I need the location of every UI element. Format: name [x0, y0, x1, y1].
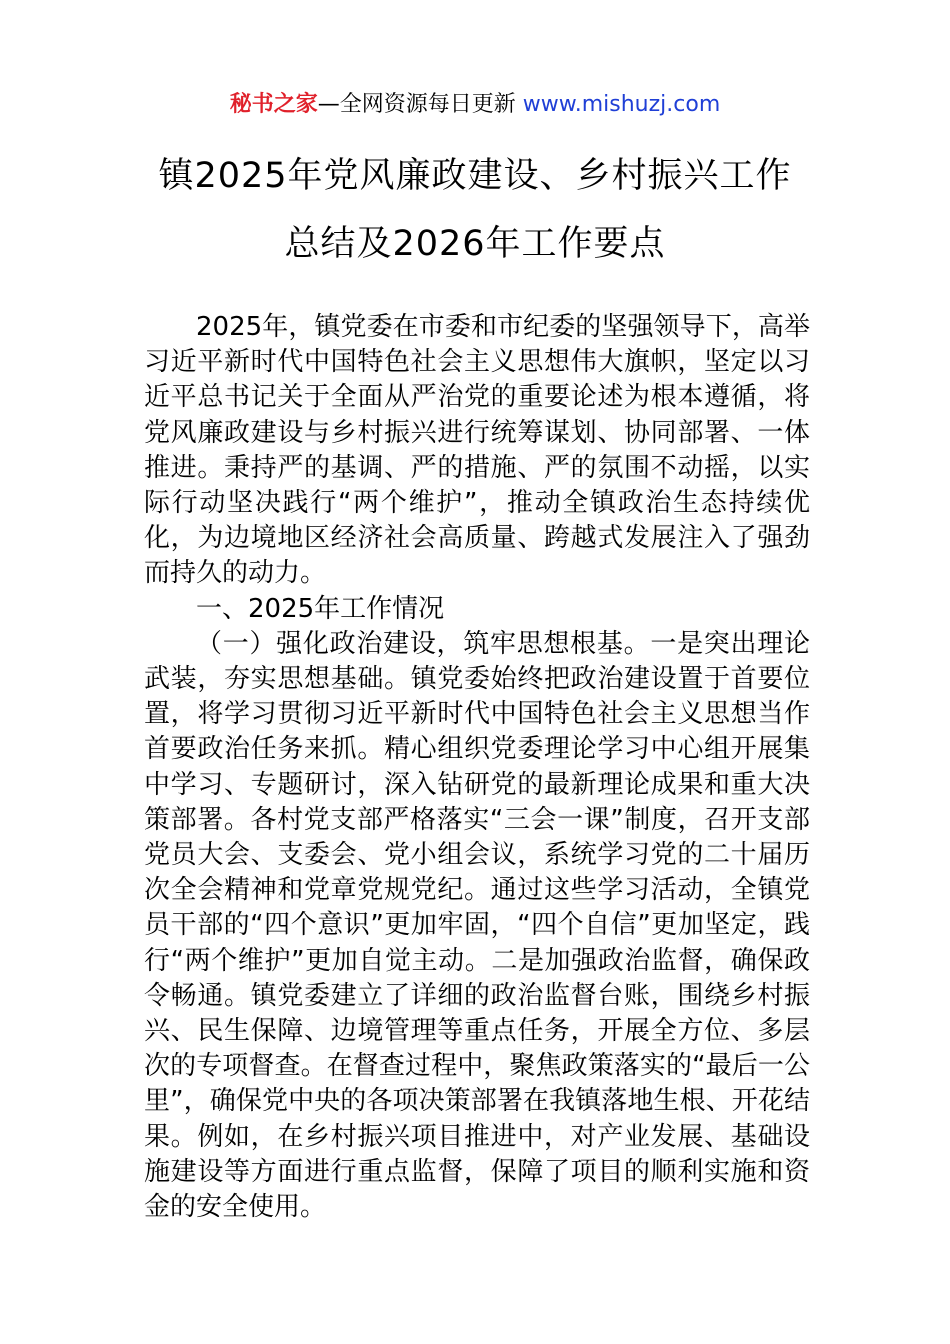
document-body	[144, 310, 810, 1225]
document-title-line-2: 总结及2026年工作要点	[284, 224, 666, 264]
intro-paragraph: 2025年，镇党委在市委和市纪委的坚强领导下，高举习近平新时代中国特色社会主义思想伟大旗帜，坚定以习近平总书记关于全面从严治党的重要论述为根本遵循，将党风廉政建设与乡村振兴进行统筹谋划、协同部署、一体推进。秉持严的基调、严的措施、严的氛围不动摇，以实际行动坚决践行“两个维护”，推动全镇政治生态持续优化，为边境地区经济社会高质量、跨越式发展注入了强劲而持久的动力。	[144, 312, 810, 589]
document-title-line-1: 镇2025年党风廉政建设、乡村振兴工作	[158, 156, 792, 196]
site-brand[interactable]: 秘书之家	[229, 92, 318, 117]
section-heading: 一、2025年工作情况	[196, 593, 445, 624]
site-url-link[interactable]: www.mishuzj.com	[522, 92, 721, 117]
section-paragraph: （一）强化政治建设，筑牢思想根基。一是突出理论武装，夯实思想基础。镇党委始终把政治建设置于首要位置，将学习贯彻习近平新时代中国特色社会主义思想当作首要政治任务来抓。精心组织党委理论学习中心组开展集中学习、专题研讨，深入钻研党的最新理论成果和重大决策部署。各村党支部严格落实“三会一课”制度，召开支部党员大会、支委会、党小组会议，系统学习党的二十届历次全会精神和党章党规党纪。通过这些学习活动，全镇党员干部的“四个意识”更加牢固，“四个自信”更加坚定，践行“两个维护”更加自觉主动。二是加强政治监督，确保政令畅通。镇党委建立了详细的政治监督台账，围绕乡村振兴、民生保障、边境管理等重点任务，开展全方位、多层次的专项督查。在督查过程中，聚焦政策落实的“最后一公里”，确保党中央的各项决策部署在我镇落地生根、开花结果。例如，在乡村振兴项目推进中，对产业发展、基础设施建设等方面进行重点监督，保障了项目的顺利实施和资金的安全使用。	[144, 628, 810, 1223]
site-header	[0, 88, 950, 122]
site-tagline: —全网资源每日更新	[317, 92, 523, 117]
